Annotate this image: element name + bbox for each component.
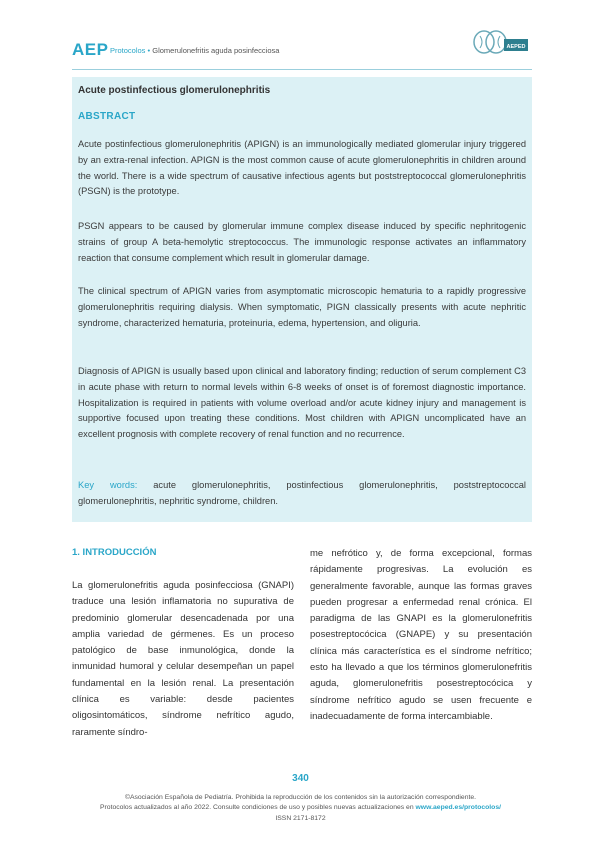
aep-logo: AEP [72,40,109,59]
breadcrumb-title: Glomerulonefritis aguda posinfecciosa [152,46,280,55]
page-header [72,40,532,62]
abstract-title: Acute postinfectious glomerulonephritis [78,85,271,96]
abstract-heading: ABSTRACT [78,111,136,122]
intro-column-left: La glomerulonefritis aguda posinfecciosa (GNAPI) traduce una lesión inflamatoria no supurativa de predominio glomerular desencadenada por una amplia variedad de gérmenes. Es un proceso patológico de base inmunológica, donde la inmunidad humoral y celular desempeñan un papel fundamental en la lesión renal. La presentación clínica es variable: desde pacientes oligosintomáticos, síndrome nefrítico agudo, raramente síndro- [72,580,294,738]
issn: ISSN 2171-8172 [275,815,326,822]
abstract-paragraph: Acute postinfectious glomerulonephritis (APIGN) is an immunologically mediated glomerular injury triggered by an extra-renal infection. APIGN is the most common cause of acute glomerulonephritis in children around the world. There is a wide spectrum of causative infectious agents but poststreptococcal glomerulonephritis (PSGN) is the prototype. [78,139,526,197]
update-notice [0,804,601,811]
update-notice-text: Protocolos actualizados al año 2022. Consulte condiciones de uso y posibles nuevas actualizaciones en [100,804,416,811]
abstract-paragraph: Diagnosis of APIGN is usually based upon clinical and laboratory finding; reduction of serum complement C3 in acute phase with return to normal levels within 6-8 weeks of onset is of foremost diagnostic importance. Hospitalization is required in patients with volume overload and/or acute kidney injury and management is supportive focused upon treating these conditions. Most children with APIGN uncomplicated have an excellent prognosis with complete recovery of renal function and no recurrence. [78,366,526,440]
section-heading: 1. INTRODUCCIÓN [72,547,157,558]
copyright-line: ©Asociación Española de Pediatría. Prohibida la reproducción de los contenidos sin la autorización correspondiente. [124,794,477,801]
breadcrumb-separator: • [147,46,151,55]
keywords-list: acute glomerulonephritis, postinfectious glomerulonephritis, poststreptococcal glomerulonephritis, nephritic syndrome, children. [78,480,526,506]
emblem-text: AEPED [506,44,526,50]
page-number: 340 [292,773,309,784]
breadcrumb [110,46,279,55]
intro-column-right: me nefrótico y, de forma excepcional, formas rápidamente progresivas. La evolución es generalmente favorable, aunque las formas graves pueden progresar a enfermedad renal crónica. El paradigma de las GNAPI es la glomerulonefritis posestreptocócica (GNAPE) y su presentación clínica más característica es el síndrome nefrítico; esto ha llevado a que los términos glomerulonefritis aguda, glomerulonefritis posestreptocócica y síndrome nefrítico agudo se usen frecuente e inadecuadamente de forma intercambiable. [310,548,532,722]
abstract-box [72,77,532,522]
aeped-emblem-logo [470,30,530,58]
keywords-label: Key words: [78,480,138,490]
protocols-link[interactable]: www.aeped.es/protocolos/ [415,804,501,811]
abstract-paragraph: PSGN appears to be caused by glomerular immune complex disease induced by specific nephritogenic strains of group A beta-hemolytic streptococcus. The immunologic response activates an inflammatory reaction that consume complement which result in glomerular damage. [78,221,526,263]
breadcrumb-section[interactable]: Protocolos [110,46,146,55]
header-divider [72,69,532,70]
keywords [78,478,526,510]
abstract-paragraph: The clinical spectrum of APIGN varies from asymptomatic microscopic hematuria to a rapidly progressive glomerulonephritis requiring dialysis. When symptomatic, PIGN classically presents with acute nephritic syndrome, characterized hematuria, proteinuria, edema, hypertension, and oliguria. [78,286,526,328]
